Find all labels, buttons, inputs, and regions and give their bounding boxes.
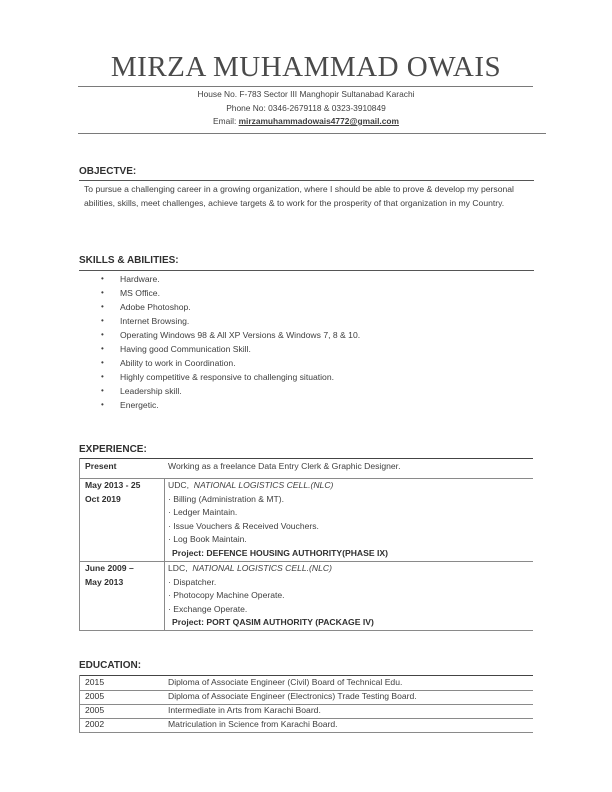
period-line: June 2009 – [85,563,134,573]
bullet-icon: • [101,344,104,353]
bullet-icon: • [101,302,104,311]
education-row [79,690,533,704]
bullet-icon: • [101,358,104,367]
education-year: 2005 [85,691,105,701]
role: UDC, [168,480,190,490]
role-line [168,562,374,576]
duty-item: · Issue Vouchers & Received Vouchers. [168,520,319,531]
education-row [79,676,533,690]
skill-item [79,342,360,356]
skill-label: Energetic. [120,400,159,410]
address: House No. F-783 Sector III Manghopir Sultanabad Karachi [197,89,415,99]
skill-label: Internet Browsing. [120,316,190,326]
period-line: Oct 2019 [85,493,121,504]
experience-col-divider [164,478,165,630]
experience-bottom-rule [79,630,533,631]
skill-item [79,356,360,370]
skill-item [79,328,360,342]
skills-list [79,272,360,412]
role: LDC, [168,563,188,573]
candidate-name: MIRZA MUHAMMAD OWAIS [110,51,502,83]
phone: Phone No: 0346-2679118 & 0323-3910849 [226,103,386,113]
experience-left-border [79,458,80,630]
education-year: 2015 [85,677,105,687]
duty-item: · Exchange Operate. [168,603,248,614]
education-title: EDUCATION: [79,660,142,671]
education-left-border [79,675,80,732]
bullet-icon: • [101,400,104,409]
period-line: May 2013 - 25 [85,480,141,490]
bullet-icon: • [101,330,104,339]
education-year: 2002 [85,719,105,729]
skill-label: Having good Communication Skill. [120,344,251,354]
skill-label: Highly competitive & responsive to challenging situation. [120,372,335,382]
objective-rule [79,180,534,181]
skill-item [79,398,360,412]
duty-item: · Log Book Maintain. [168,534,247,544]
objective-text: To pursue a challenging career in a growing organization, where I should be able to prove & develop my personal abilities, skills, meet challenges, achieve targets & to work for the prosperity of that organization in my Country. [84,184,514,208]
skills-rule [79,270,534,271]
skill-label: Ability to work in Coordination. [120,358,236,368]
experience-details [168,479,388,560]
bullet-icon: • [101,386,104,395]
bullet-icon: • [101,288,104,297]
experience-row-2 [79,479,533,561]
skill-item [79,286,360,300]
education-detail: Diploma of Associate Engineer (Civil) Board of Technical Edu. [168,677,403,687]
role-line [168,479,388,493]
bullet-icon: • [101,316,104,325]
experience-title: EXPERIENCE: [79,444,147,455]
email-label: Email: [213,116,237,126]
duty-item: · Photocopy Machine Operate. [168,590,285,600]
duty-item: · Billing (Administration & MT). [168,493,285,504]
education-bottom-rule [79,732,533,733]
skill-label: Leadership skill. [120,386,182,396]
education-detail: Intermediate in Arts from Karachi Board. [168,705,321,715]
company: NATIONAL LOGISTICS CELL.(NLC) [193,480,334,490]
skill-label: Hardware. [120,274,160,284]
period-line: May 2013 [85,576,124,587]
experience-period [85,479,140,506]
duty-item: · Ledger Maintain. [168,507,238,517]
experience-details [168,562,374,630]
project-name: Project: PORT QASIM AUTHORITY (PACKAGE IV) [172,617,374,627]
email-link[interactable]: mirzamuhammadowais4772@gmail.com [238,116,399,126]
skill-item [79,272,360,286]
experience-description: Working as a freelance Data Entry Clerk & Graphic Designer. [168,461,401,471]
experience-row-1 [79,460,533,478]
objective-title: OBJECTVE: [79,166,137,177]
experience-period: Present [85,461,117,471]
bullet-icon: • [101,274,104,283]
education-row [79,718,533,732]
education-row [79,704,533,718]
company: NATIONAL LOGISTICS CELL.(NLC) [192,563,332,573]
email-line [0,115,612,127]
skill-item [79,300,360,314]
header-divider [78,133,546,134]
bullet-icon: • [101,372,104,381]
skill-label: Operating Windows 98 & All XP Versions & Windows 7, 8 & 10. [120,330,361,340]
skills-title: SKILLS & ABILITIES: [79,255,179,266]
education-detail: Matriculation in Science from Karachi Board. [168,719,338,729]
skill-label: Adobe Photoshop. [120,302,191,312]
skill-item [79,314,360,328]
project-name: Project: DEFENCE HOUSING AUTHORITY(PHASE IX) [172,547,388,558]
experience-row-3 [79,562,533,630]
duty-item: · Dispatcher. [168,576,217,587]
skill-label: MS Office. [120,288,160,298]
skill-item [79,384,360,398]
skill-item [79,370,360,384]
experience-period [85,562,134,589]
education-year: 2005 [85,705,105,715]
experience-top-rule [79,458,533,459]
name-underline [78,86,533,87]
education-detail: Diploma of Associate Engineer (Electronics) Trade Testing Board. [168,691,417,701]
